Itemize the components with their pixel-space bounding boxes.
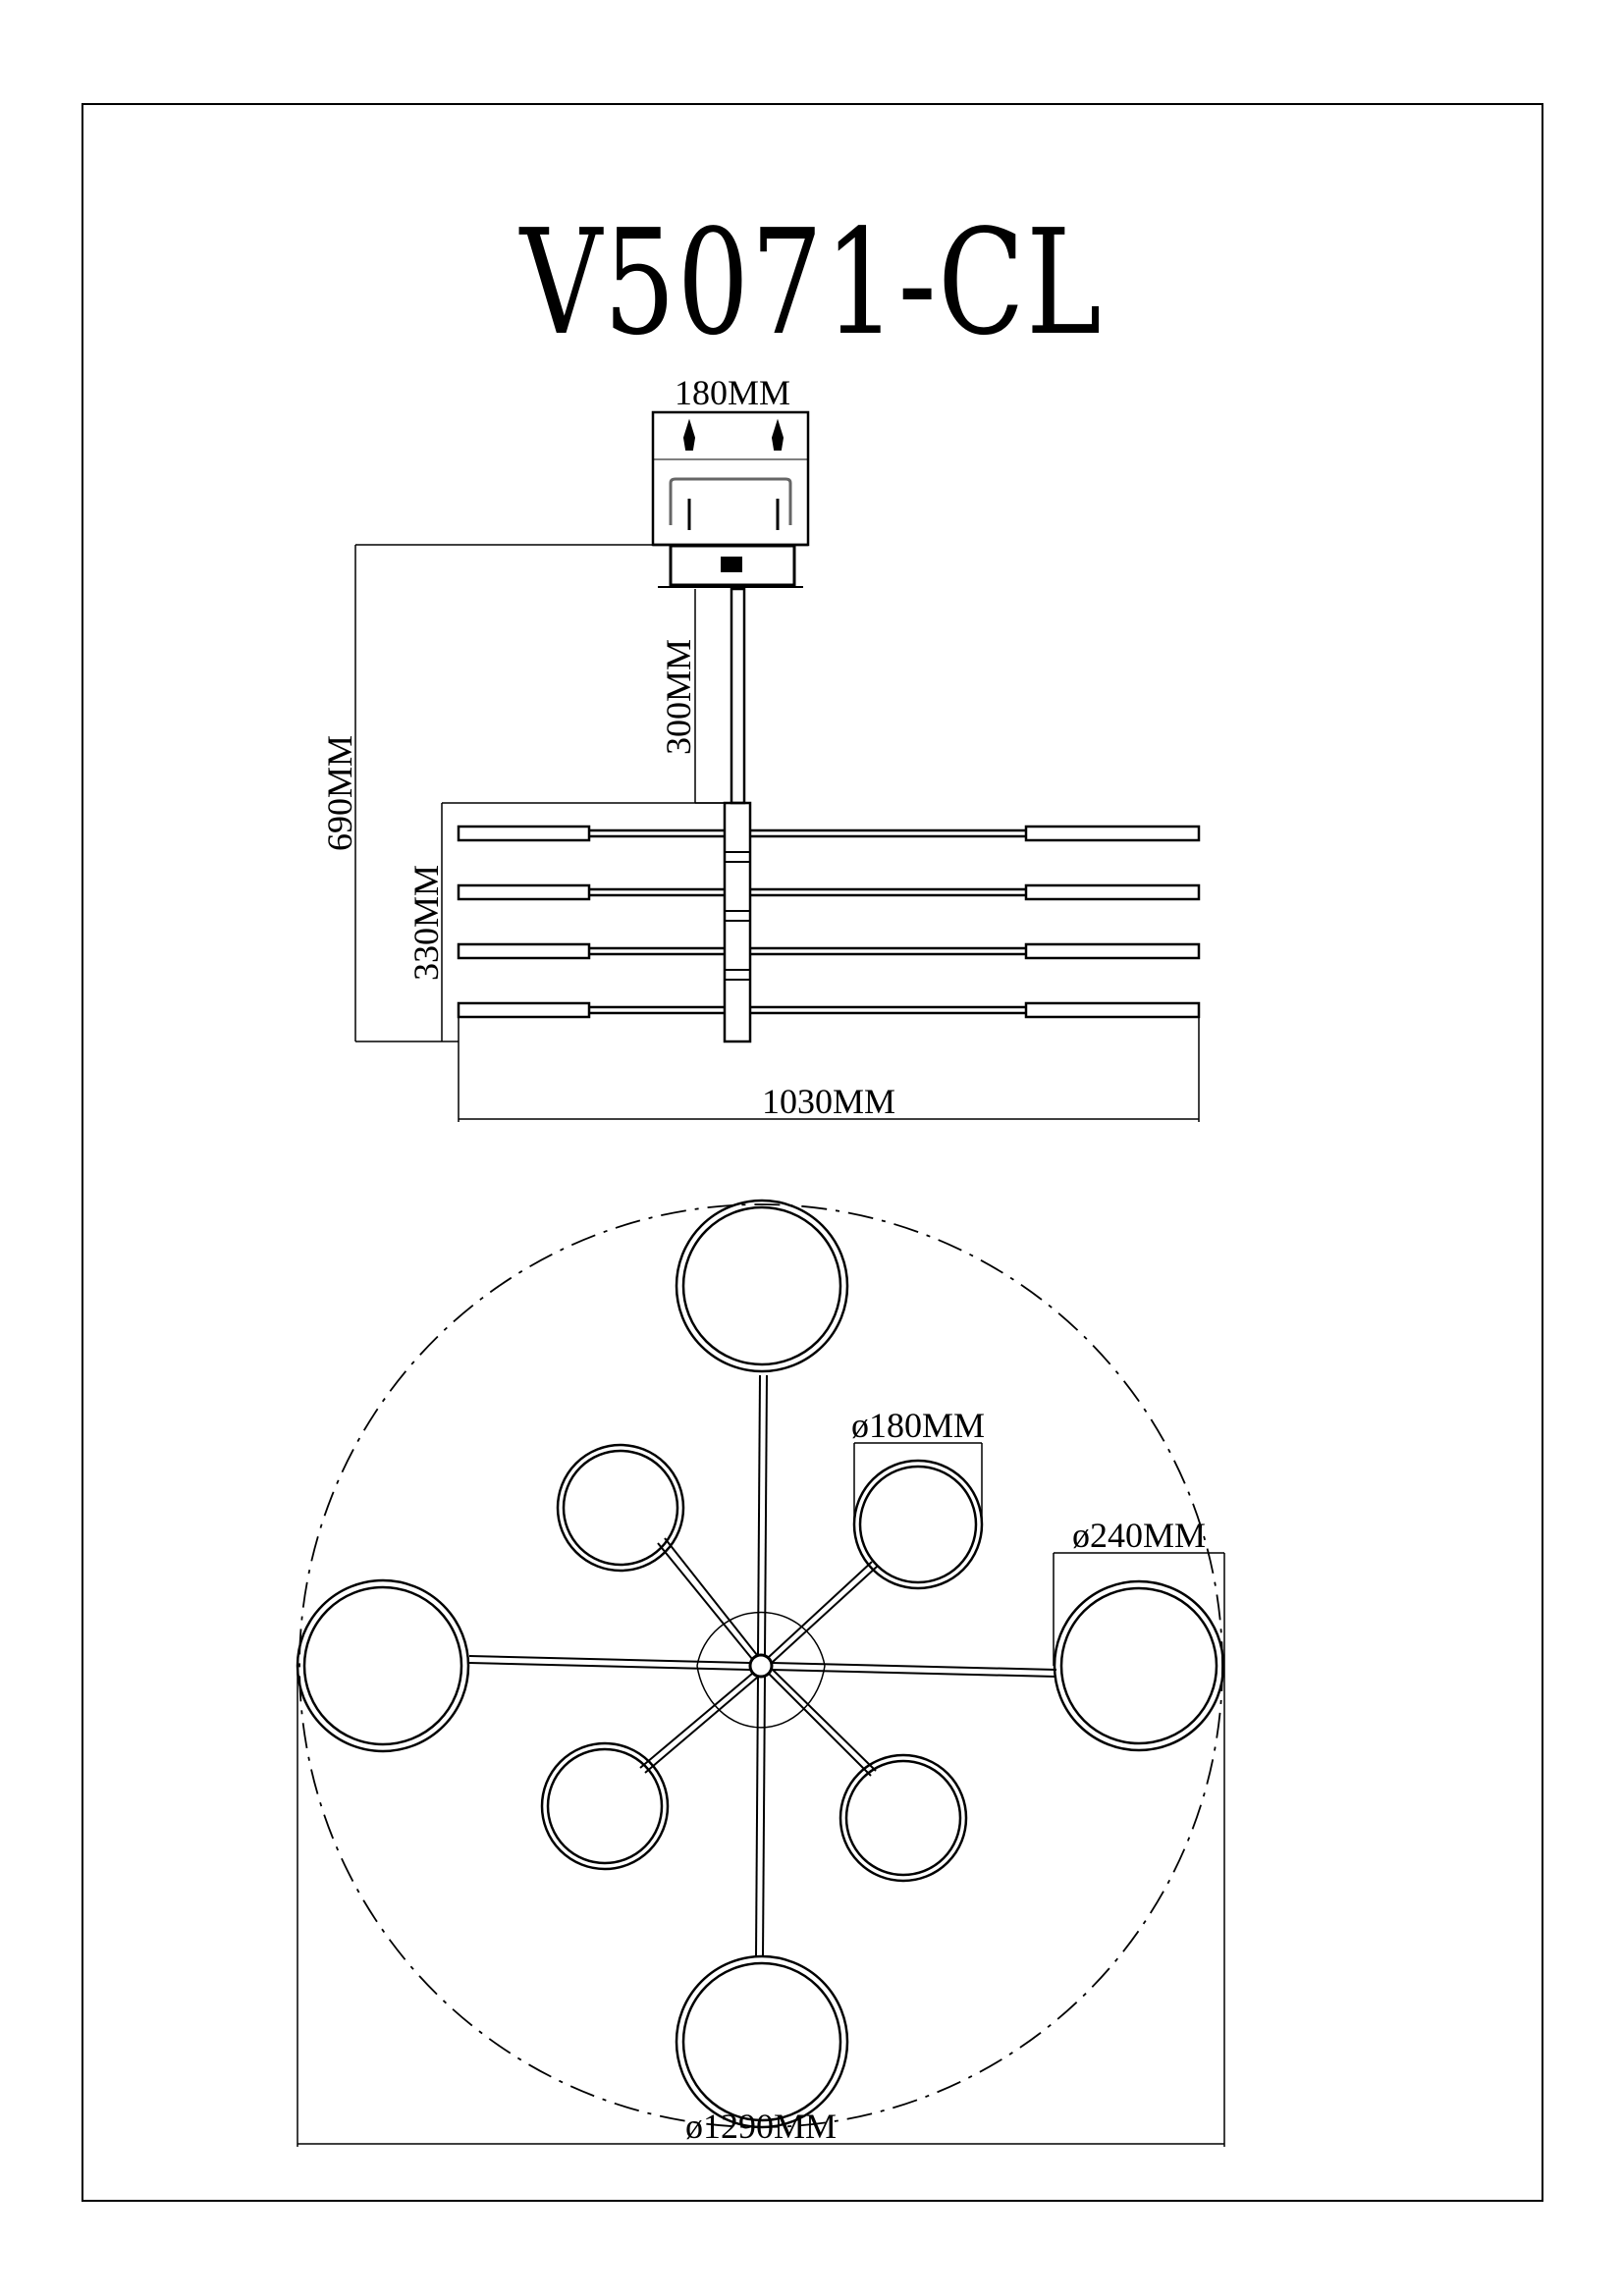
disc-large-top: [676, 1201, 847, 1371]
plan-view: [298, 1201, 1224, 2147]
disc-large-right: [1055, 1581, 1223, 1750]
dim-arms-height: 330MM: [406, 864, 446, 982]
dim-overall-diameter: ø1290MM: [684, 2107, 838, 2146]
side-elevation: [355, 412, 1199, 1122]
dim-total-width: 1030MM: [761, 1082, 896, 1121]
disc-small-lower-right: [840, 1755, 966, 1881]
small-discs: [542, 1445, 982, 1881]
arm-tiers: [459, 827, 1199, 1017]
dim-large-disc: ø240MM: [1071, 1516, 1207, 1555]
disc-small-upper-left: [558, 1445, 683, 1571]
plan-arms: [469, 1375, 1056, 1956]
elevation-dimension-lines: [355, 545, 1199, 1122]
large-discs: [298, 1201, 1223, 2127]
hub-lower: [697, 1666, 825, 1728]
overall-diameter-circle: [299, 1204, 1222, 2127]
screw-anchor-icon: [684, 422, 783, 450]
hub-center: [750, 1655, 772, 1677]
hub-upper: [697, 1612, 825, 1666]
dim-total-height: 690MM: [320, 734, 359, 852]
disc-large-bottom: [676, 1956, 847, 2127]
dim-canopy-width: 180MM: [674, 373, 791, 412]
disc-large-left: [298, 1580, 468, 1751]
dim-small-disc: ø180MM: [850, 1406, 986, 1445]
canopy: [653, 412, 808, 587]
terminal-block-icon: [722, 558, 741, 571]
central-hub: [725, 803, 750, 1041]
downrod: [731, 589, 744, 803]
screw-icon: [689, 499, 778, 530]
dim-rod-length: 300MM: [659, 638, 698, 756]
disc-small-lower-left: [542, 1743, 668, 1869]
model-title: V5071-CL: [519, 198, 1104, 367]
disc-small-upper-right: [854, 1461, 982, 1588]
